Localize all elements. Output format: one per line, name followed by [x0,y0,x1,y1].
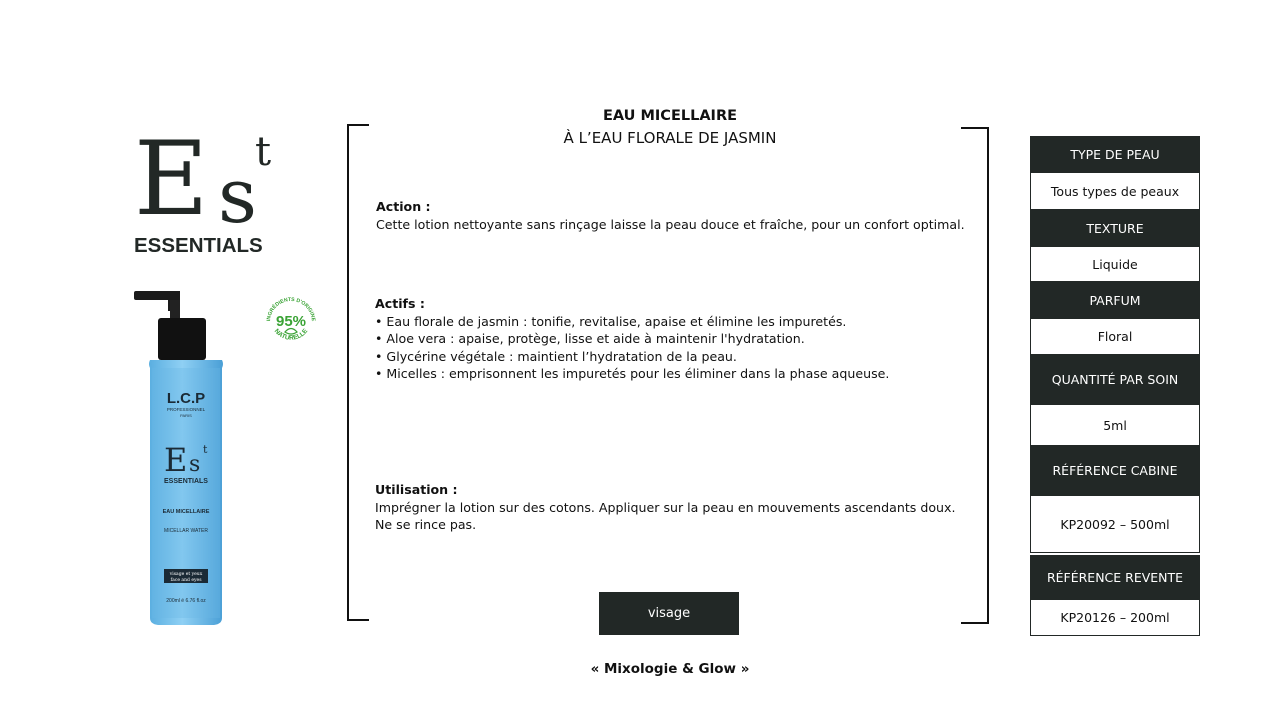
action-section [376,198,976,233]
spec-head-quantite: QUANTITÉ PAR SOIN [1030,355,1200,404]
svg-text:s: s [189,452,201,477]
product-bottle-image [128,288,228,628]
logo-wordmark: ESSENTIALS [134,234,263,257]
actif-item: • Micelles : emprisonnent les impuretés pour les éliminer dans la phase aqueuse. [375,366,890,382]
action-text: Cette lotion nettoyante sans rinçage laisse la peau douce et fraîche, pour un confort optimal. [376,216,965,232]
badge-percent: 95% [275,313,307,330]
spec-head-parfum: PARFUM [1030,282,1200,318]
spec-value-type-de-peau: Tous types de peaux [1030,172,1200,210]
visage-button[interactable]: visage [599,592,739,635]
actif-item: • Aloe vera : apaise, protège, lisse et aide à maintenir l'hydratation. [375,331,805,347]
spec-head-texture: TEXTURE [1030,210,1200,246]
spec-head-type-de-peau: TYPE DE PEAU [1030,136,1200,172]
actifs-section [375,295,975,383]
actif-item: • Eau florale de jasmin : tonifie, revitalise, apaise et élimine les impuretés. [375,313,847,329]
logo-letter-e: E [134,120,209,239]
badge-bottom-text: NATURELLE [272,327,310,342]
spec-value-parfum: Floral [1030,318,1200,355]
bottle-label-en: face and eyes [170,578,202,583]
bottle-product-name: EAU MICELLAIRE [162,509,210,515]
spec-value-quantite: 5ml [1030,404,1200,446]
spec-value-reference-revente: KP20126 – 200ml [1030,599,1200,636]
bottle-product-en: MICELLAR WATER [164,528,208,534]
utilisation-section [375,481,972,534]
bottle-brand-sub2: PARIS [180,413,192,418]
svg-text:t: t [203,443,208,456]
bottle-brand-sub: PROFESSIONNEL [166,407,206,412]
utilisation-heading: Utilisation : [375,482,458,497]
natural-origin-badge [262,292,320,350]
action-heading: Action : [376,199,431,214]
left-bracket [347,124,369,621]
utilisation-text: Imprégner la lotion sur des cotons. Appliquer sur la peau en mouvements ascendants doux. Ne se rince pas. [375,499,956,533]
svg-text:E: E [164,441,188,479]
bottle-logo-word: ESSENTIALS [164,478,208,485]
spec-head-reference-revente: RÉFÉRENCE REVENTE [1030,555,1200,599]
spec-value-texture: Liquide [1030,246,1200,282]
bottle-label-fr: visage et yeux [169,572,203,577]
bottle-illustration [128,288,228,628]
bottle-volume: 200ml é 6.76 fl.oz [166,598,206,604]
badge-top-text: INGRÉDIENTS D'ORIGINE [266,296,317,322]
actifs-heading: Actifs : [375,296,425,311]
bottle-brand: L.C.P [166,390,206,407]
product-subtitle: À L’EAU FLORALE DE JASMIN [563,129,777,147]
actif-item: • Glycérine végétale : maintient l’hydratation de la peau. [375,348,737,364]
spec-value-reference-cabine: KP20092 – 500ml [1030,495,1200,553]
spec-head-reference-cabine: RÉFÉRENCE CABINE [1030,446,1200,495]
brand-logo [134,120,284,259]
logo-letter-t: t [255,129,272,175]
product-title: EAU MICELLAIRE [602,108,738,124]
logo-letter-s: s [218,151,258,240]
collection-footer: « Mixologie & Glow » [590,661,750,677]
leaf-badge-icon [262,292,320,350]
